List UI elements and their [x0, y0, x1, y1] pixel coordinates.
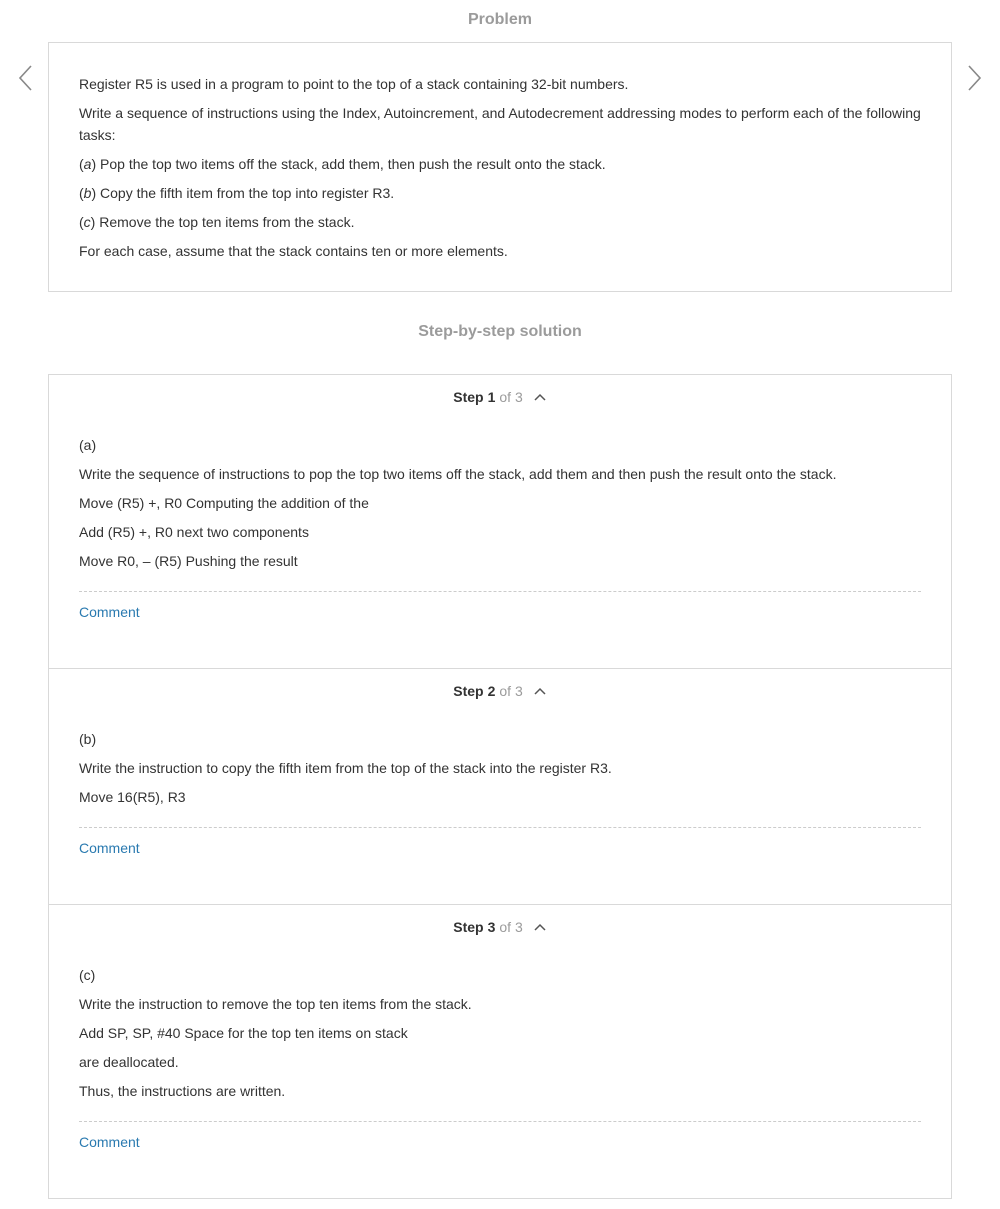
step-number: 1	[487, 389, 496, 405]
step-total: of 3	[499, 919, 523, 935]
chevron-up-icon	[533, 392, 547, 402]
step-line: (c)	[79, 967, 96, 983]
task-letter: a	[83, 156, 92, 172]
step-line: Add (R5) +, R0 next two components	[79, 524, 309, 540]
collapse-step-button[interactable]	[533, 392, 547, 402]
paren-close: )	[91, 156, 97, 172]
step-line: Add SP, SP, #40 Space for the top ten items on stack	[79, 1025, 408, 1041]
task-text: Pop the top two items off the stack, add them, then push the result onto the stack.	[100, 156, 606, 172]
task-letter: c	[83, 214, 91, 230]
step-line: Thus, the instructions are written.	[79, 1083, 286, 1099]
problem-task-c	[79, 211, 921, 233]
step-label: Step	[453, 389, 484, 405]
paren-open: (	[79, 156, 84, 172]
chevron-left-icon	[16, 62, 36, 94]
task-text: Copy the fifth item from the top into register R3.	[100, 185, 395, 201]
step-number: 2	[487, 683, 496, 699]
problem-instruction: Write a sequence of instructions using the Index, Autoincrement, and Autodecrement addressing modes to perform each of the following tasks:	[79, 105, 921, 143]
chevron-right-icon	[964, 62, 984, 94]
step-line: (b)	[79, 731, 97, 747]
step-body	[79, 419, 921, 572]
step-2	[49, 669, 951, 905]
chevron-up-icon	[533, 922, 547, 932]
next-arrow-button[interactable]	[964, 62, 984, 94]
problem-task-a	[79, 153, 921, 175]
step-header	[79, 905, 921, 949]
paren-open: (	[79, 185, 84, 201]
step-label: Step	[453, 683, 484, 699]
step-line: are deallocated.	[79, 1054, 179, 1070]
problem-intro: Register R5 is used in a program to point to the top of a stack containing 32-bit numbers.	[79, 76, 629, 92]
paren-close: )	[91, 185, 97, 201]
step-body	[79, 949, 921, 1102]
dashed-divider	[79, 827, 921, 828]
problem-assumption: For each case, assume that the stack contains ten or more elements.	[79, 243, 508, 259]
step-header	[79, 375, 921, 419]
collapse-step-button[interactable]	[533, 686, 547, 696]
task-letter: b	[83, 185, 92, 201]
dashed-divider	[79, 1121, 921, 1122]
step-1	[49, 375, 951, 669]
step-line: Move 16(R5), R3	[79, 789, 186, 805]
step-line: Move R0, – (R5) Pushing the result	[79, 553, 298, 569]
step-total: of 3	[499, 683, 523, 699]
solution-heading: Step-by-step solution	[418, 323, 582, 340]
comment-link[interactable]: Comment	[79, 604, 140, 620]
chevron-up-icon	[533, 686, 547, 696]
step-header	[79, 669, 921, 713]
comment-link[interactable]: Comment	[79, 1134, 140, 1150]
step-total: of 3	[499, 389, 523, 405]
solution-card	[48, 374, 952, 1199]
step-line: Move (R5) +, R0 Computing the addition of the	[79, 495, 369, 511]
step-3	[49, 905, 951, 1198]
comment-link[interactable]: Comment	[79, 840, 140, 856]
task-text: Remove the top ten items from the stack.	[99, 214, 355, 230]
step-line: (a)	[79, 437, 97, 453]
paren-close: )	[90, 214, 96, 230]
step-line: Write the instruction to copy the fifth item from the top of the stack into the register R3.	[79, 760, 612, 776]
step-label: Step	[453, 919, 484, 935]
dashed-divider	[79, 591, 921, 592]
step-number: 3	[487, 919, 496, 935]
step-body	[79, 713, 921, 808]
step-line: Write the instruction to remove the top ten items from the stack.	[79, 996, 472, 1012]
problem-card	[48, 42, 952, 292]
problem-task-b	[79, 182, 921, 204]
paren-open: (	[79, 214, 84, 230]
collapse-step-button[interactable]	[533, 922, 547, 932]
previous-arrow-button[interactable]	[16, 62, 36, 94]
problem-heading: Problem	[467, 11, 532, 28]
step-line: Write the sequence of instructions to pop the top two items off the stack, add them and then push the result onto the stack.	[79, 466, 837, 482]
